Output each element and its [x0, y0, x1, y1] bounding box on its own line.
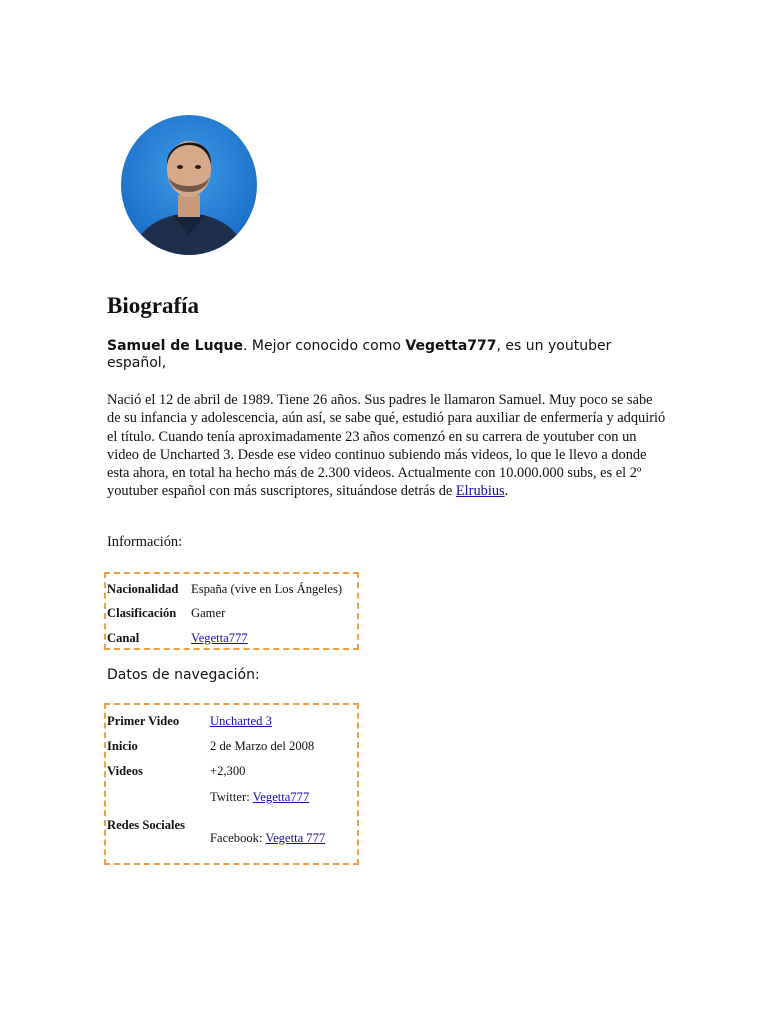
- nacionalidad-value: España (vive en Los Ángeles): [191, 582, 343, 596]
- bio-paragraph: [107, 391, 667, 501]
- canal-label: Canal: [107, 631, 140, 645]
- primer-video-link[interactable]: Uncharted 3: [210, 714, 272, 728]
- videos-value: +2,300: [210, 764, 246, 778]
- inicio-label: Inicio: [107, 739, 138, 753]
- nav-section-label: Datos de navegación:: [107, 667, 260, 683]
- primer-video-label: Primer Video: [107, 714, 180, 728]
- person-alias: Vegetta777: [405, 338, 497, 354]
- facebook-prefix: Facebook:: [210, 831, 266, 845]
- page-title: Biografía: [107, 293, 199, 318]
- inicio-value: 2 de Marzo del 2008: [210, 739, 315, 753]
- profile-photo: [121, 115, 257, 255]
- twitter-link[interactable]: Vegetta777: [252, 790, 310, 804]
- twitter-prefix: Twitter:: [210, 790, 253, 804]
- videos-label: Videos: [107, 764, 143, 778]
- elrubius-link[interactable]: Elrubius: [455, 483, 505, 500]
- twitter-row: [210, 790, 309, 805]
- bio-end: .: [504, 483, 509, 500]
- redes-sociales-label: Redes Sociales: [107, 818, 186, 832]
- facebook-row: [210, 831, 325, 846]
- intro-paragraph: [107, 338, 627, 372]
- intro-text: . Mejor conocido como: [243, 338, 406, 354]
- person-name: Samuel de Luque: [107, 338, 244, 354]
- clasificacion-value: Gamer: [191, 606, 226, 620]
- facebook-link[interactable]: Vegetta 777: [265, 831, 326, 845]
- nacionalidad-label: Nacionalidad: [107, 582, 179, 596]
- intro-rest-text: , es un youtuber español,: [107, 338, 612, 371]
- bio-text: Nació el 12 de abril de 1989. Tiene 26 años. Sus padres le llamaron Samuel. Muy poco se sabe de su infancia y adolescencia, aún así, se sabe qué, estudió para auxiliar de enfermería y adquirió el título. Cuando tenía aproximadamente 23 años comenzó en su carrera de youtuber con un video de Uncharted 3. Desde ese video continuo subiendo más videos, lo que le llevo a donde esta ahora, en total ha hecho más de 2.300 videos. Actualmente con 10.000.000 subs, es el 2º youtuber español con más suscriptores, situándose detrás de: [107, 392, 666, 500]
- info-section-label: Información:: [107, 534, 183, 550]
- clasificacion-label: Clasificación: [107, 606, 177, 620]
- canal-link[interactable]: Vegetta777: [191, 631, 248, 645]
